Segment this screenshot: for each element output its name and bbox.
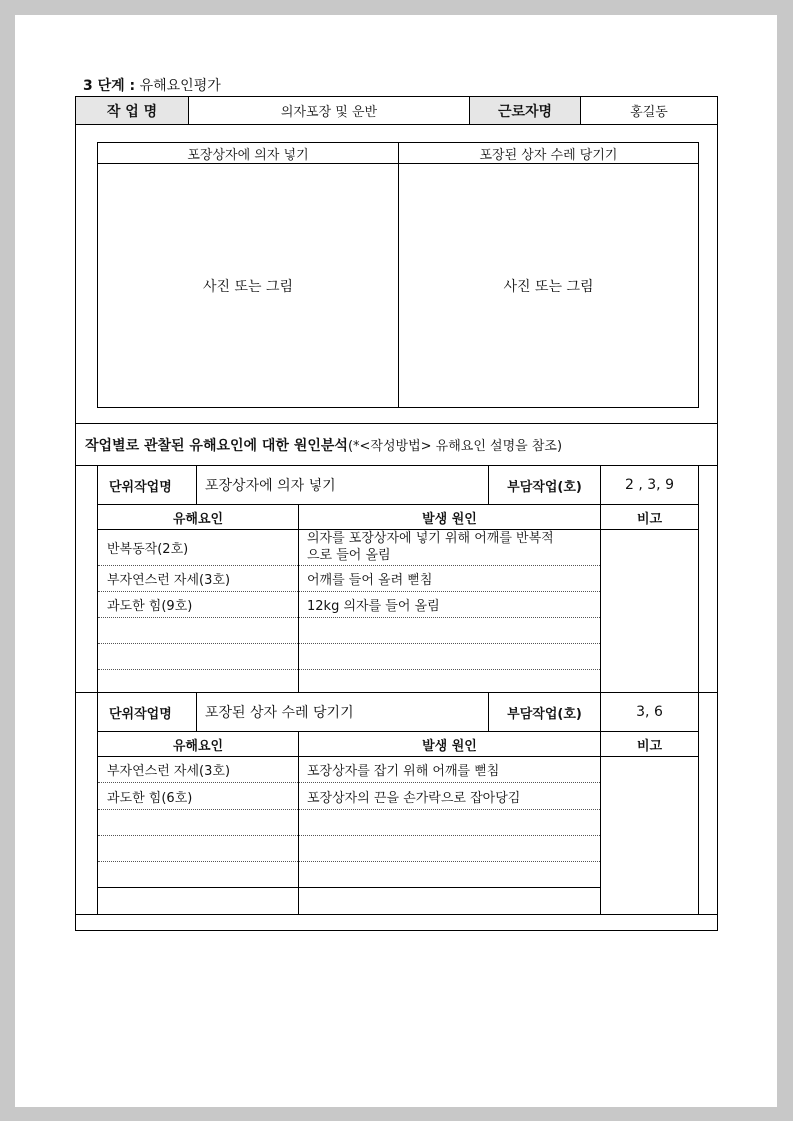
unit2-row1-factor: 부자연스런 자세(3호) [107,764,231,779]
unit1-burden-value: 2 , 3, 9 [625,477,674,493]
unit2-col-note: 비고 [636,738,663,754]
step-title: 유해요인평가 [139,78,221,94]
unit2-col-factor: 유해요인 [172,738,224,754]
unit1-col-note: 비고 [636,511,663,527]
unit1-row2-factor: 부자연스런 자세(3호) [107,573,231,588]
worker-name-value: 홍길동 [630,105,668,120]
unit1-col-cause: 발생 원인 [422,511,477,527]
unit1-row1-cause-block [307,530,554,564]
analysis-note: (*<작성방법> 유해요인 설명을 참조) [347,439,563,454]
unit1-label: 단위작업명 [109,479,172,495]
unit2-name: 포장된 상자 수레 당기기 [205,705,354,721]
analysis-title: 작업별로 관찰된 유해요인에 대한 원인분석 [85,438,348,454]
photo-title-1: 포장상자에 의자 넣기 [187,147,309,163]
unit1-row1-cause: 의자를 포장상자에 넣기 위해 어깨를 반복적 [307,531,554,546]
unit1-row3-cause: 12kg 의자를 들어 올림 [307,599,440,614]
unit2-row1-cause: 포장상자를 잡기 위해 어깨를 뻗침 [307,764,500,779]
step-heading [83,75,221,95]
photo-title-2: 포장된 상자 수레 당기기 [479,147,618,163]
unit1-row3-factor: 과도한 힘(9호) [107,599,193,614]
job-name-value: 의자포장 및 운반 [280,105,378,120]
unit2-burden-label: 부담작업(호) [507,706,582,722]
unit1-row2-cause: 어깨를 들어 올려 뻗침 [307,573,433,588]
job-name-label: 작 업 명 [76,97,188,124]
unit1-burden-label: 부담작업(호) [507,479,582,495]
unit1-col-factor: 유해요인 [172,511,224,527]
unit2-row2-factor: 과도한 힘(6호) [107,790,193,806]
photo-placeholder-1: 사진 또는 그림 [202,278,294,295]
unit1-row1-factor: 반복동작(2호) [107,542,189,557]
unit1-row1-cause-cont: 으로 들어 올림 [307,548,391,563]
analysis-heading [85,435,562,455]
unit1-name: 포장상자에 의자 넣기 [205,478,336,494]
worker-name-label: 근로자명 [470,97,580,124]
unit2-row2-cause: 포장상자의 끈을 손가락으로 잡아당김 [307,790,521,806]
unit2-label: 단위작업명 [109,706,172,722]
unit2-col-cause: 발생 원인 [422,738,477,754]
photo-placeholder-2: 사진 또는 그림 [503,278,594,295]
unit2-burden-value: 3, 6 [636,704,663,720]
step-label: 3 단계 : [83,78,136,94]
document-page [15,15,777,1107]
